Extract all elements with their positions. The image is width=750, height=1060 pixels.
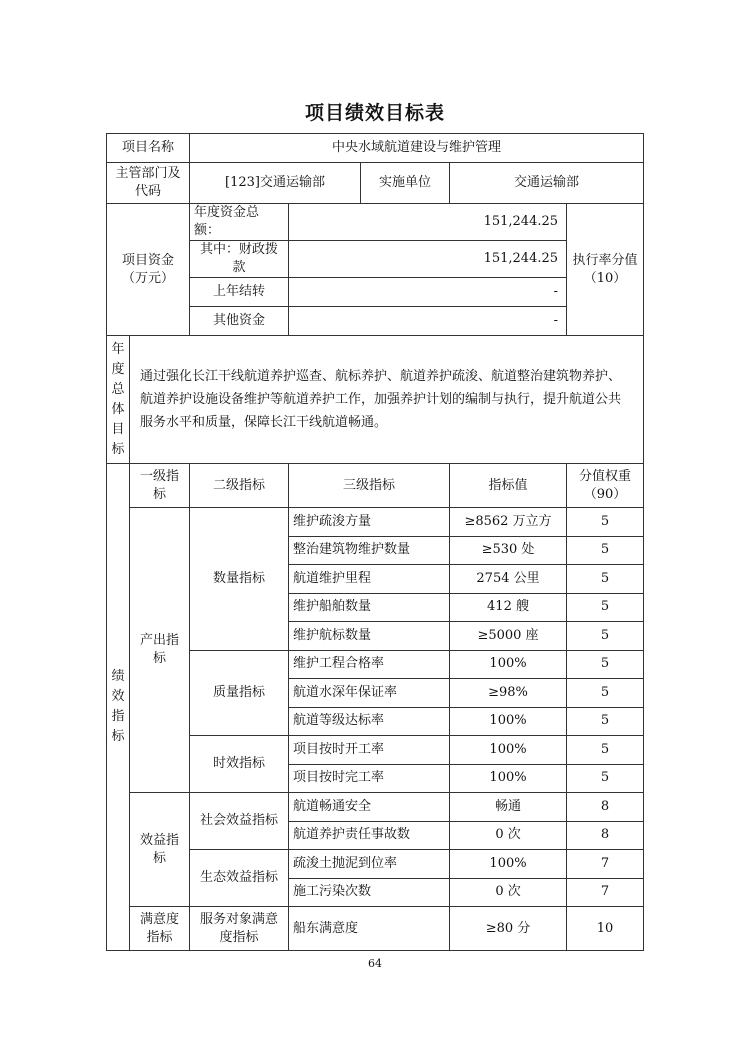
level3-indicator: 航道等级达标率 [289, 707, 450, 736]
indicator-weight: 5 [567, 650, 644, 679]
level3-indicator: 疏浚土抛泥到位率 [289, 850, 450, 879]
value-header: 指标值 [450, 464, 567, 508]
indicator-weight: 5 [567, 508, 644, 537]
indicator-weight: 5 [567, 536, 644, 565]
page-number: 64 [368, 957, 382, 970]
annual-goal-label: 年 度 总 体 目 标 [107, 336, 130, 464]
indicator-value: 100% [450, 707, 567, 736]
indicator-value: ≥80 分 [450, 907, 567, 951]
funds-row-label: 其中：财政拨款 [190, 241, 289, 278]
indicators-section-label: 绩 效 指 标 [107, 464, 130, 951]
indicator-weight: 5 [567, 707, 644, 736]
level2-indicator: 时效指标 [190, 736, 289, 793]
funds-row-value: 151,244.25 [289, 241, 567, 278]
level3-indicator: 航道水深年保证率 [289, 679, 450, 708]
indicator-weight: 5 [567, 593, 644, 622]
indicator-weight: 5 [567, 764, 644, 793]
funds-row-label: 其他资金 [190, 307, 289, 336]
indicator-weight: 5 [567, 736, 644, 765]
impl-unit-label: 实施单位 [361, 163, 450, 204]
indicator-value: ≥98% [450, 679, 567, 708]
level2-header: 二级指标 [190, 464, 289, 508]
level2-indicator: 生态效益指标 [190, 850, 289, 907]
indicator-value: ≥530 处 [450, 536, 567, 565]
level3-header: 三级指标 [289, 464, 450, 508]
indicator-value: 100% [450, 764, 567, 793]
level2-indicator: 数量指标 [190, 508, 289, 651]
funds-row-value: - [289, 307, 567, 336]
execution-score-label: 执行率分值（10） [567, 204, 644, 336]
level3-indicator: 维护疏浚方量 [289, 508, 450, 537]
page-title: 项目绩效目标表 [304, 102, 445, 124]
indicator-value: 100% [450, 736, 567, 765]
level2-indicator: 服务对象满意度指标 [190, 907, 289, 951]
level3-indicator: 项目按时完工率 [289, 764, 450, 793]
indicator-weight: 8 [567, 793, 644, 822]
indicator-weight: 5 [567, 679, 644, 708]
indicator-weight: 5 [567, 622, 644, 651]
indicator-value: 412 艘 [450, 593, 567, 622]
project-name-value: 中央水域航道建设与维护管理 [190, 134, 644, 163]
indicator-value: 100% [450, 850, 567, 879]
indicator-value: 0 次 [450, 821, 567, 850]
level1-indicator: 效益指标 [130, 793, 190, 907]
indicator-value: 畅通 [450, 793, 567, 822]
level3-indicator: 航道畅通安全 [289, 793, 450, 822]
indicator-weight: 5 [567, 565, 644, 594]
indicator-weight: 10 [567, 907, 644, 951]
level3-indicator: 维护船舶数量 [289, 593, 450, 622]
level3-indicator: 维护航标数量 [289, 622, 450, 651]
level2-indicator: 社会效益指标 [190, 793, 289, 850]
indicator-value: 2754 公里 [450, 565, 567, 594]
performance-target-table [106, 133, 644, 951]
impl-unit-value: 交通运输部 [450, 163, 644, 204]
annual-goal-text: 通过强化长江干线航道养护巡查、航标养护、航道养护疏浚、航道整治建筑物养护、航道养护设施设备维护等航道养护工作，加强养护计划的编制与执行，提升航道公共服务水平和质量，保障长江干线航道畅通。 [130, 336, 644, 464]
level3-indicator: 维护工程合格率 [289, 650, 450, 679]
indicator-weight: 7 [567, 850, 644, 879]
indicator-weight: 8 [567, 821, 644, 850]
indicator-value: 100% [450, 650, 567, 679]
dept-value: [123]交通运输部 [190, 163, 361, 204]
level2-indicator: 质量指标 [190, 650, 289, 736]
level3-indicator: 施工污染次数 [289, 878, 450, 907]
indicator-value: ≥5000 座 [450, 622, 567, 651]
funds-row-value: 151,244.25 [289, 204, 567, 241]
funds-row-label: 年度资金总额： [190, 204, 289, 241]
level1-header: 一级指标 [130, 464, 190, 508]
level1-indicator: 产出指标 [130, 508, 190, 793]
indicator-value: 0 次 [450, 878, 567, 907]
level1-indicator: 满意度指标 [130, 907, 190, 951]
funds-row-value: - [289, 278, 567, 307]
level3-indicator: 航道养护责任事故数 [289, 821, 450, 850]
funds-label: 项目资金（万元） [107, 204, 190, 336]
weight-header: 分值权重（90） [567, 464, 644, 508]
indicator-value: ≥8562 万立方 [450, 508, 567, 537]
level3-indicator: 船东满意度 [289, 907, 450, 951]
indicator-weight: 7 [567, 878, 644, 907]
level3-indicator: 整治建筑物维护数量 [289, 536, 450, 565]
level3-indicator: 项目按时开工率 [289, 736, 450, 765]
project-name-label: 项目名称 [107, 134, 190, 163]
dept-label: 主管部门及代码 [107, 163, 190, 204]
funds-row-label: 上年结转 [190, 278, 289, 307]
level3-indicator: 航道维护里程 [289, 565, 450, 594]
